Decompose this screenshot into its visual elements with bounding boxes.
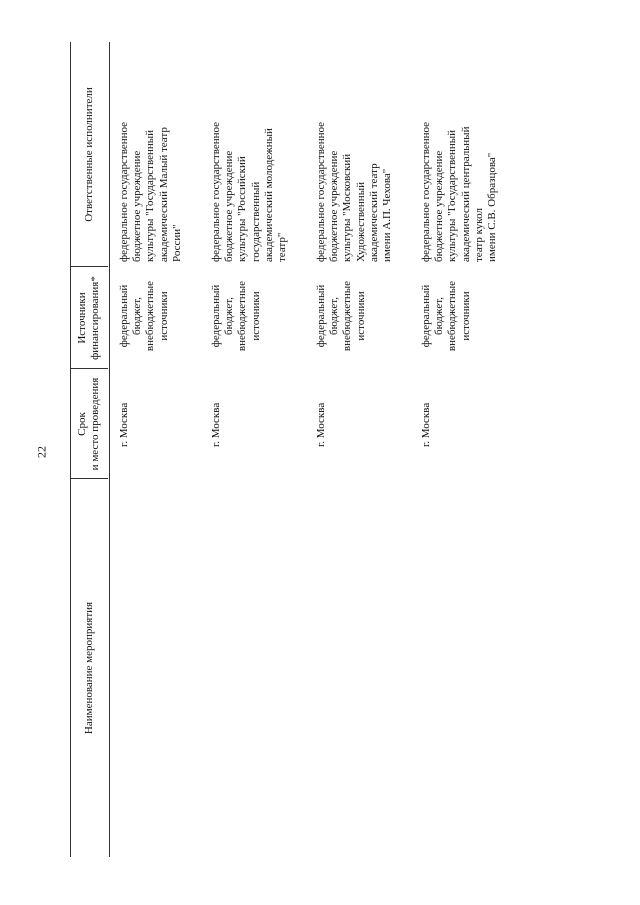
table-row-executors: федеральное государственное бюджетное учреждение культуры "Государственный академический Малый театр России" [118,121,183,262]
header-executors: Ответственные исполнители [82,87,95,222]
table-row-funding: федеральный бюджет, внебюджетные источники [420,280,472,352]
header-place: Срок и место проведения [76,377,101,471]
table-row-place: г. Москва [118,402,130,447]
page-number: 22 [34,446,49,458]
rotated-table [70,42,550,857]
table-row-executors: федеральное государственное бюджетное учреждение культуры "Российский государственный академический молодежный театр" [210,121,289,262]
table-row-place: г. Москва [210,402,222,447]
header-funding: Источники финансирования* [76,276,101,360]
table-row-place: г. Москва [315,402,327,447]
table-row-funding: федеральный бюджет, внебюджетные источники [118,280,170,352]
header-name: Наименование мероприятия [82,601,95,735]
table-row-funding: федеральный бюджет, внебюджетные источники [210,280,262,352]
table-row-executors: федеральное государственное бюджетное учреждение культуры "Московский Художественный академический театр имени А.П. Чехова" [315,121,394,262]
table-row-place: г. Москва [420,402,432,447]
table-row-funding: федеральный бюджет, внебюджетные источники [315,280,367,352]
table-row-executors: федеральное государственное бюджетное учреждение культуры "Государственный академический центральный театр кукол имени С.В. Образцова" [420,121,499,262]
